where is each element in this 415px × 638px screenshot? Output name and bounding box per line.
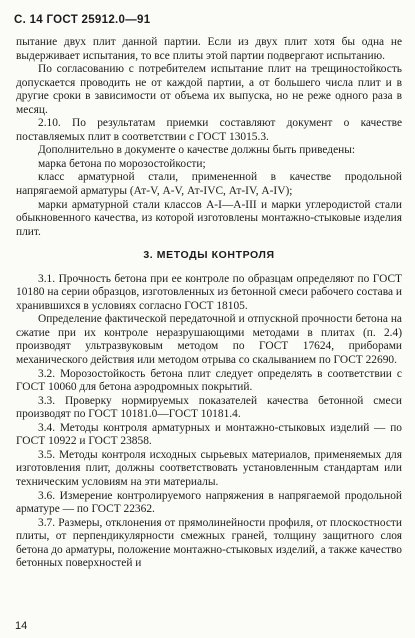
section-heading: 3. МЕТОДЫ КОНТРОЛЯ [143, 249, 275, 262]
list-item: марки арматурной стали классов А-I—А-III и марки углеродистой стали обыкновенного качества, из которой изготовлены монтажно-стыковые изделия плит. [16, 198, 402, 238]
paragraph: 3.4. Методы контроля арматурных и монтажно-стыковых изделий — по ГОСТ 10922 и ГОСТ 23858. [16, 421, 402, 448]
paragraph: 3.1. Прочность бетона при ее контроле по образцам определяют по ГОСТ 10180 на серии образцов, изготовленных из бетонной смеси рабочего состава и хранившихся в условиях согласно ГОСТ 18105. [16, 272, 402, 312]
paragraph: 3.5. Методы контроля исходных сырьевых материалов, применяемых для изготовления плит, должны соответствовать установленным стандартам или техническим условиям на эти материалы. [16, 448, 402, 488]
list-item: класс арматурной стали, примененной в качестве продольной напрягаемой арматуры (Ат-V, А-V, Ат-IVC, Ат-IV, А-IV); [16, 171, 402, 198]
paragraph: 3.7. Размеры, отклонения от прямолинейности профиля, от плоскостности плиты, от перпендикулярности смежных граней, толщину защитного слоя бетона до арматуры, положение монтажно-стыковых изделий, а также качество бетонных поверхностей и [16, 516, 402, 570]
paragraph: Определение фактической передаточной и отпускной прочности бетона на сжатие при их контроле неразрушающими методами в плитах (п. 2.4) производят ультразвуковым методом по ГОСТ 17624, приборами механического действия или методом отрыва со скалыванием по ГОСТ 22690. [16, 313, 402, 367]
document-body [16, 36, 402, 571]
page-header: С. 14 ГОСТ 25912.0—91 [14, 14, 151, 26]
paragraph: 3.6. Измерение контролируемого напряжения в напрягаемой продольной арматуре — по ГОСТ 22362. [16, 489, 402, 516]
list-item: марка бетона по морозостойкости; [38, 157, 206, 170]
paragraph: 2.10. По результатам приемки составляют документ о качестве поставляемых плит в соответствии с ГОСТ 13015.3. [16, 117, 402, 143]
page-number: 14 [15, 620, 28, 632]
paragraph: 3.2. Морозостойкость бетона плит следует определять в соответствии с ГОСТ 10060 для бетона аэродромных покрытий. [16, 367, 402, 394]
paragraph: По согласованию с потребителем испытание плит на трещиностойкость допускается проводить не от каждой партии, а от большего числа плит и в другие сроки в зависимости от объема их выпуска, но не реже одного раза в месяц. [16, 63, 402, 116]
paragraph: пытание двух плит данной партии. Если из двух плит хотя бы одна не выдерживает испытания, то все плиты этой партии подвергают испытанию. [16, 36, 402, 62]
paragraph: 3.3. Проверку нормируемых показателей качества бетонной смеси производят по ГОСТ 10181.0—ГОСТ 10181.4. [16, 394, 402, 421]
paragraph: Дополнительно в документе о качестве должны быть приведены: [38, 144, 356, 157]
